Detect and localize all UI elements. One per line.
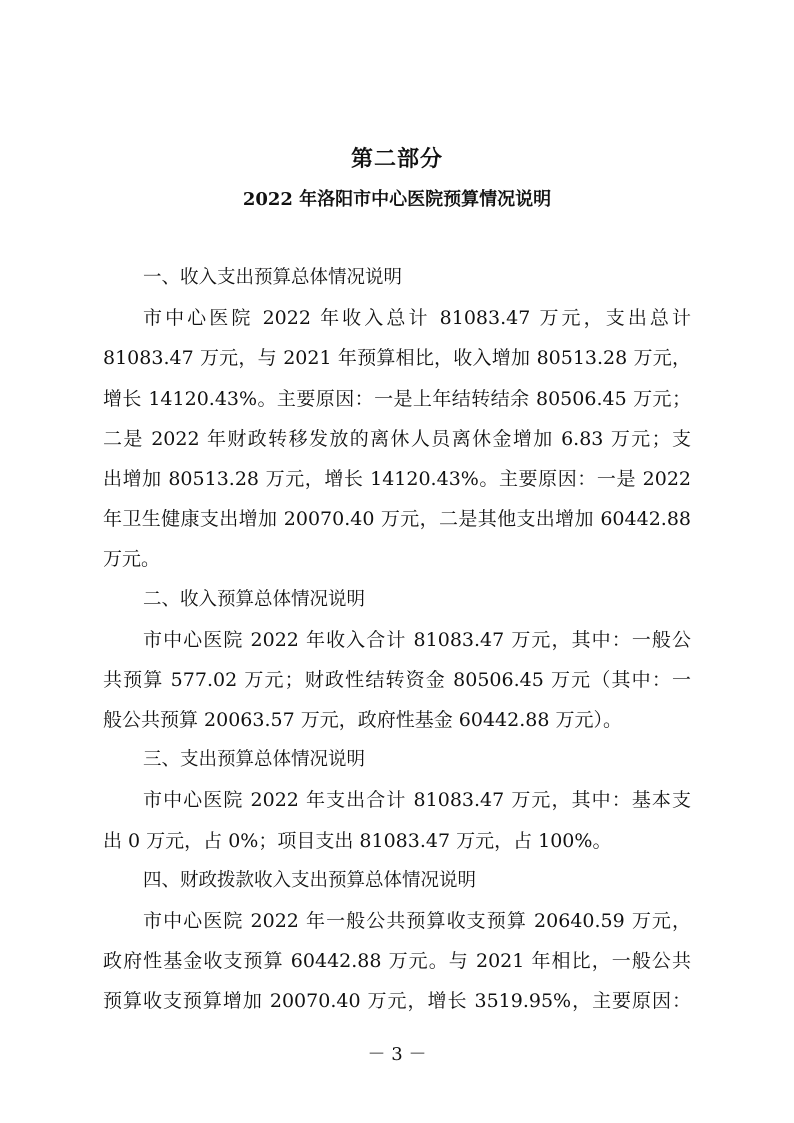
paragraph-line: 市中心医院 2022 年收入合计 81083.47 万元，其中：一般公 [143, 628, 691, 651]
paragraph-line: 年卫生健康支出增加 20070.40 万元，二是其他支出增加 60442.88 [103, 508, 691, 531]
paragraph-line: 出增加 80513.28 万元，增长 14120.43%。主要原因：一是 2022 [103, 467, 691, 490]
section-heading: 二、收入预算总体情况说明 [143, 588, 366, 610]
page-number: － 3 － [367, 1044, 427, 1065]
paragraph-line: 市中心医院 2022 年支出合计 81083.47 万元，其中：基本支 [143, 789, 691, 812]
paragraph-line: 万元。 [103, 548, 161, 571]
paragraph-line: 出 0 万元，占 0%；项目支出 81083.47 万元，占 100%。 [103, 829, 612, 852]
paragraph-line: 政府性基金收支预算 60442.88 万元。与 2021 年相比，一般公共 [103, 950, 691, 973]
document-title: 2022 年洛阳市中心医院预算情况说明 [242, 189, 552, 210]
paragraph-line: 市中心医院 2022 年收入总计 81083.47 万元，支出总计 [143, 307, 691, 330]
paragraph-line: 预算收支预算增加 20070.40 万元，增长 3519.95%，主要原因： [103, 990, 691, 1013]
paragraph-line: 市中心医院 2022 年一般公共预算收支预算 20640.59 万元， [143, 910, 691, 932]
section-heading: 一、收入支出预算总体情况说明 [143, 267, 403, 288]
part-title: 第二部分 [350, 147, 443, 172]
paragraph-line: 增长 14120.43%。主要原因：一是上年结转结余 80506.45 万元； [103, 387, 691, 410]
document-body [103, 258, 691, 1022]
section-heading: 三、支出预算总体情况说明 [143, 749, 366, 771]
paragraph-line: 般公共预算 20063.57 万元，政府性基金 60442.88 万元）。 [103, 709, 622, 732]
paragraph-line: 二是 2022 年财政转移发放的离休人员离休金增加 6.83 万元；支 [103, 427, 691, 450]
paragraph-line: 共预算 577.02 万元；财政性结转资金 80506.45 万元（其中：一 [103, 668, 691, 691]
paragraph-line: 81083.47 万元，与 2021 年预算相比，收入增加 80513.28 万元， [103, 347, 691, 370]
section-heading: 四、财政拨款收入支出预算总体情况说明 [143, 869, 477, 891]
